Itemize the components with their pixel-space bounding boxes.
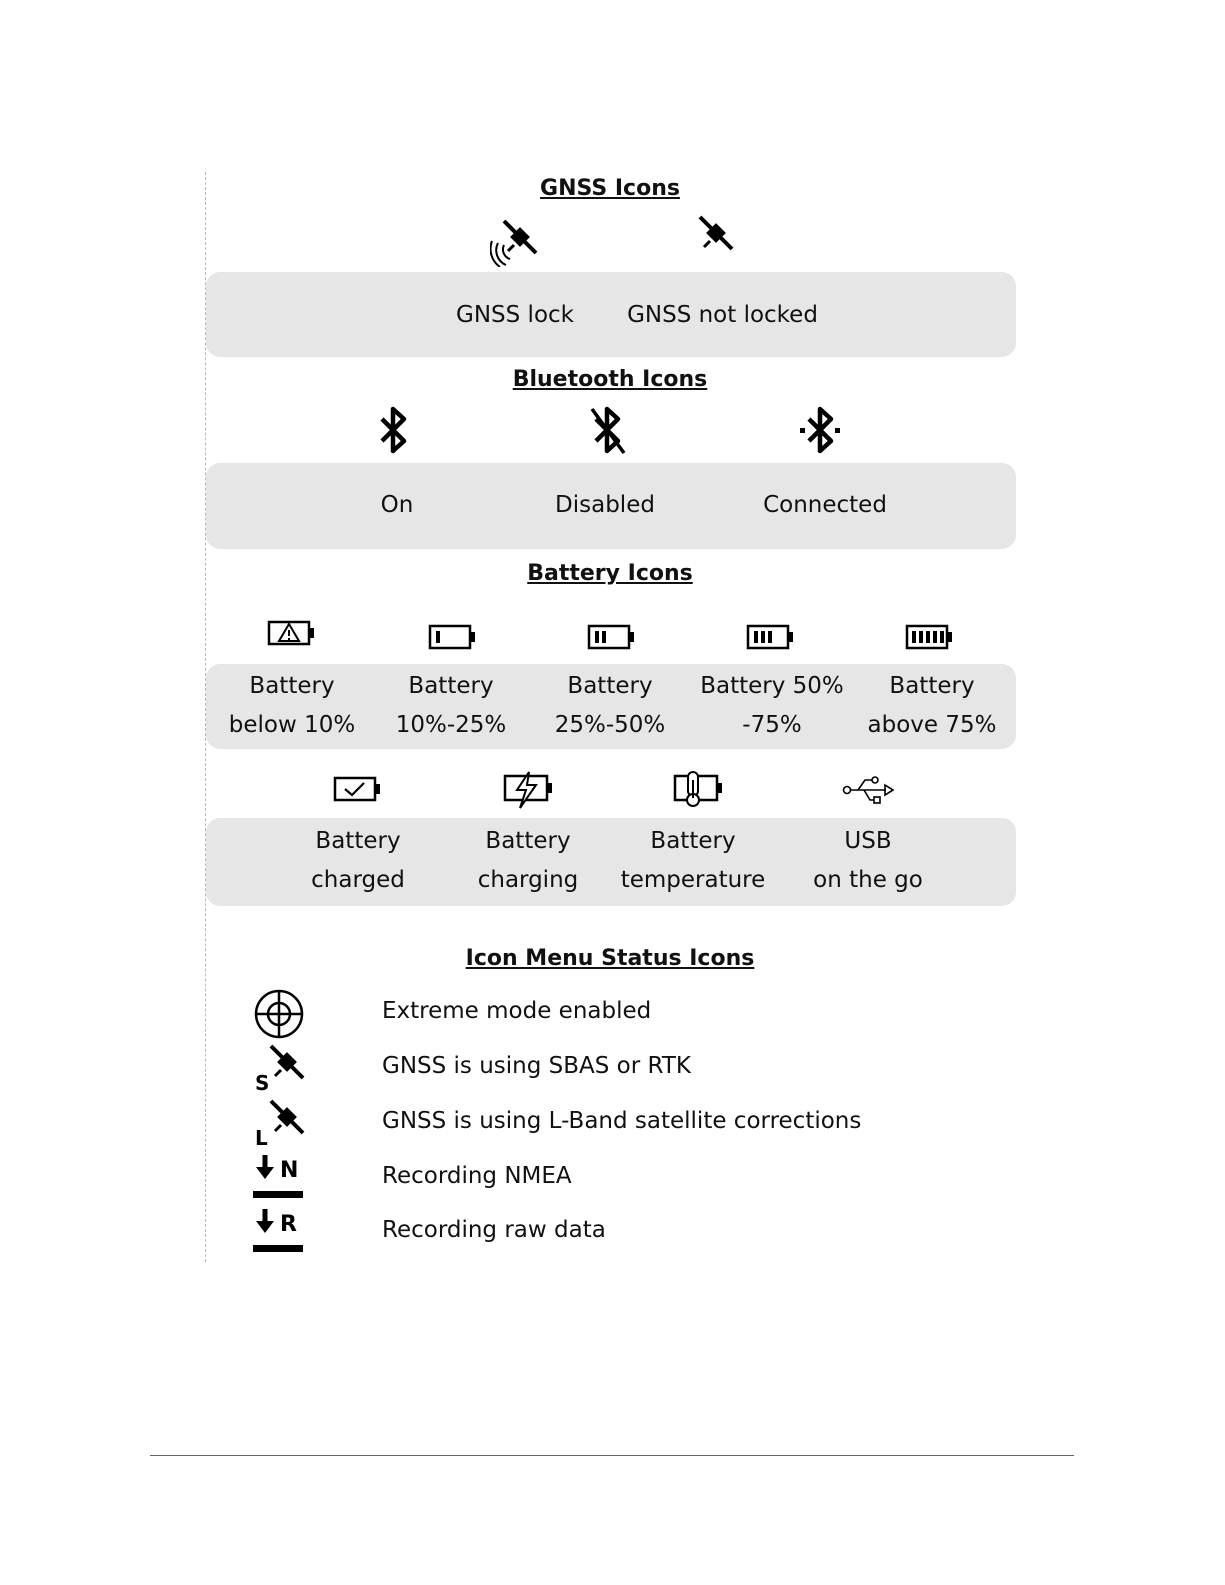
bluetooth-connected-icon — [798, 405, 844, 457]
battery-one-bar-icon — [428, 623, 478, 653]
battery-charged-icon — [333, 775, 383, 805]
status-heading: Icon Menu Status Icons — [465, 946, 755, 971]
battery-charging-label: Battery charging — [477, 828, 579, 893]
status-extreme-mode-text: Extreme mode enabled — [382, 998, 652, 1024]
svg-text:N: N — [280, 1158, 299, 1183]
status-nmea-text: Recording NMEA — [382, 1163, 572, 1189]
bluetooth-disabled-icon — [588, 405, 628, 457]
status-raw-text: Recording raw data — [382, 1217, 606, 1243]
gnss-not-locked-label: GNSS not locked — [627, 302, 818, 328]
bluetooth-on-label: On — [380, 492, 414, 518]
battery-above-75-label: Battery above 75% — [867, 673, 997, 738]
satellite-icon — [696, 215, 740, 259]
battery-charged-label: Battery charged — [311, 828, 405, 893]
gnss-label-band — [206, 272, 1016, 357]
battery-two-bars-icon — [587, 623, 637, 653]
status-lband-text: GNSS is using L-Band satellite corrections — [382, 1108, 862, 1134]
record-raw-icon — [253, 1207, 309, 1255]
svg-text:S: S — [255, 1071, 270, 1092]
status-sbas-rtk-text: GNSS is using SBAS or RTK — [382, 1053, 691, 1079]
satellite-s-icon — [253, 1042, 309, 1092]
record-nmea-icon — [253, 1153, 309, 1201]
battery-full-icon — [905, 623, 955, 653]
battery-25-50-label: Battery 25%-50% — [554, 673, 666, 738]
battery-below-10-label: Battery below 10% — [228, 673, 356, 738]
battery-50-75-label: Battery 50% -75% — [700, 673, 844, 738]
bluetooth-connected-label: Connected — [763, 492, 887, 518]
satellite-signal-icon — [490, 215, 542, 267]
usb-icon — [842, 774, 894, 806]
svg-text:R: R — [280, 1212, 297, 1237]
battery-charging-icon — [503, 770, 555, 810]
bluetooth-icon — [376, 405, 412, 457]
footer-rule — [150, 1455, 1074, 1456]
gnss-lock-label: GNSS lock — [456, 302, 574, 328]
battery-10-25-label: Battery 10%-25% — [395, 673, 507, 738]
bluetooth-heading: Bluetooth Icons — [512, 367, 708, 392]
gnss-heading: GNSS Icons — [540, 176, 680, 201]
bluetooth-disabled-label: Disabled — [555, 492, 655, 518]
crosshair-icon — [253, 988, 305, 1040]
battery-temperature-icon — [673, 770, 725, 810]
battery-three-bars-icon — [746, 623, 796, 653]
battery-warning-icon — [267, 619, 317, 649]
usb-otg-label: USB on the go — [813, 828, 923, 893]
satellite-l-icon — [253, 1097, 309, 1147]
battery-temperature-label: Battery temperature — [620, 828, 766, 893]
battery-heading: Battery Icons — [527, 561, 693, 586]
svg-text:L: L — [255, 1126, 268, 1147]
